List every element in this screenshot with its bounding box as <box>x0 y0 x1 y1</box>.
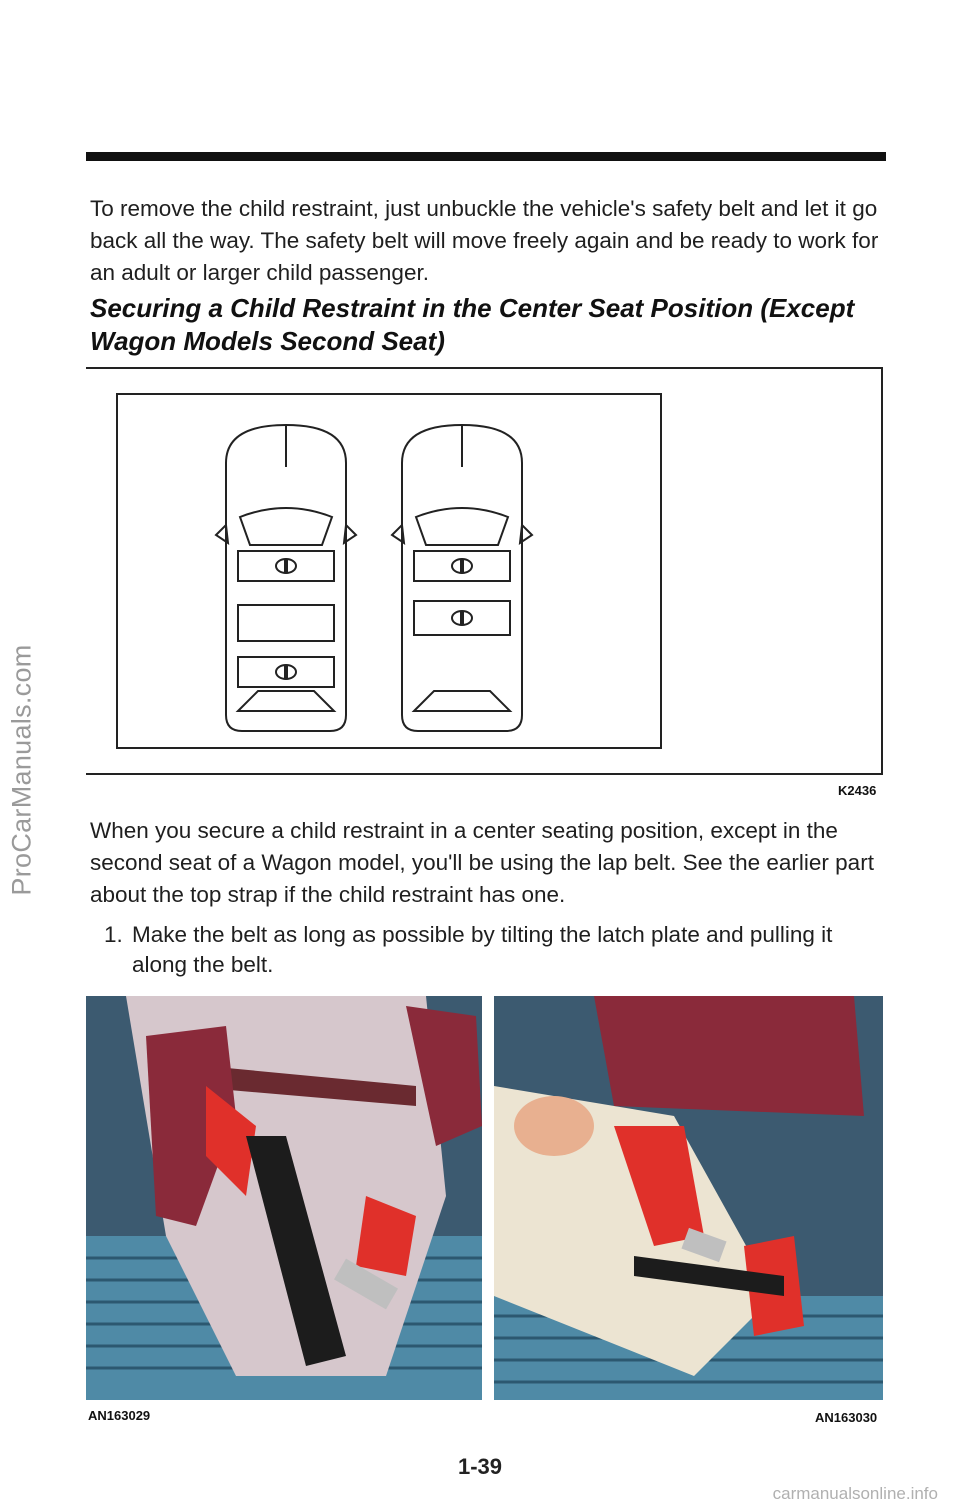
page-number: 1-39 <box>457 1454 503 1479</box>
photo-left-illustration <box>86 996 482 1400</box>
step-number: 1. <box>104 922 123 947</box>
diagram-code: K2436 <box>838 783 877 798</box>
watermark: ProCarManuals.com <box>6 644 37 896</box>
photo-left-code: AN163029 <box>88 1408 151 1423</box>
section-heading: Securing a Child Restraint in the Center Seat Position (Except Wagon Models Second Seat) <box>90 293 855 356</box>
photo-right-illustration <box>494 996 883 1400</box>
step-text: Make the belt as long as possible by tilting the latch plate and pulling it along the belt. <box>132 922 833 977</box>
intro-paragraph: To remove the child restraint, just unbuckle the vehicle's safety belt and let it go back all the way. The safety belt will move freely again and be ready to work for an adult or larger child passenger. <box>90 196 879 285</box>
photo-right-code: AN163030 <box>815 1410 878 1425</box>
photo-left <box>86 996 482 1400</box>
van-seating-illustration <box>118 395 660 747</box>
van-left-seat-map <box>216 425 356 731</box>
van-right-seat-map <box>392 425 532 731</box>
body-paragraph: When you secure a child restraint in a center seating position, except in the second seat of a Wagon model, you'll be using the lap belt. See the earlier part about the top strap if the child restraint has one. <box>90 818 874 907</box>
footer-site: carmanualsonline.info <box>772 1484 938 1503</box>
seating-diagram <box>116 393 662 749</box>
photo-right <box>494 996 883 1400</box>
top-rule <box>86 152 886 161</box>
